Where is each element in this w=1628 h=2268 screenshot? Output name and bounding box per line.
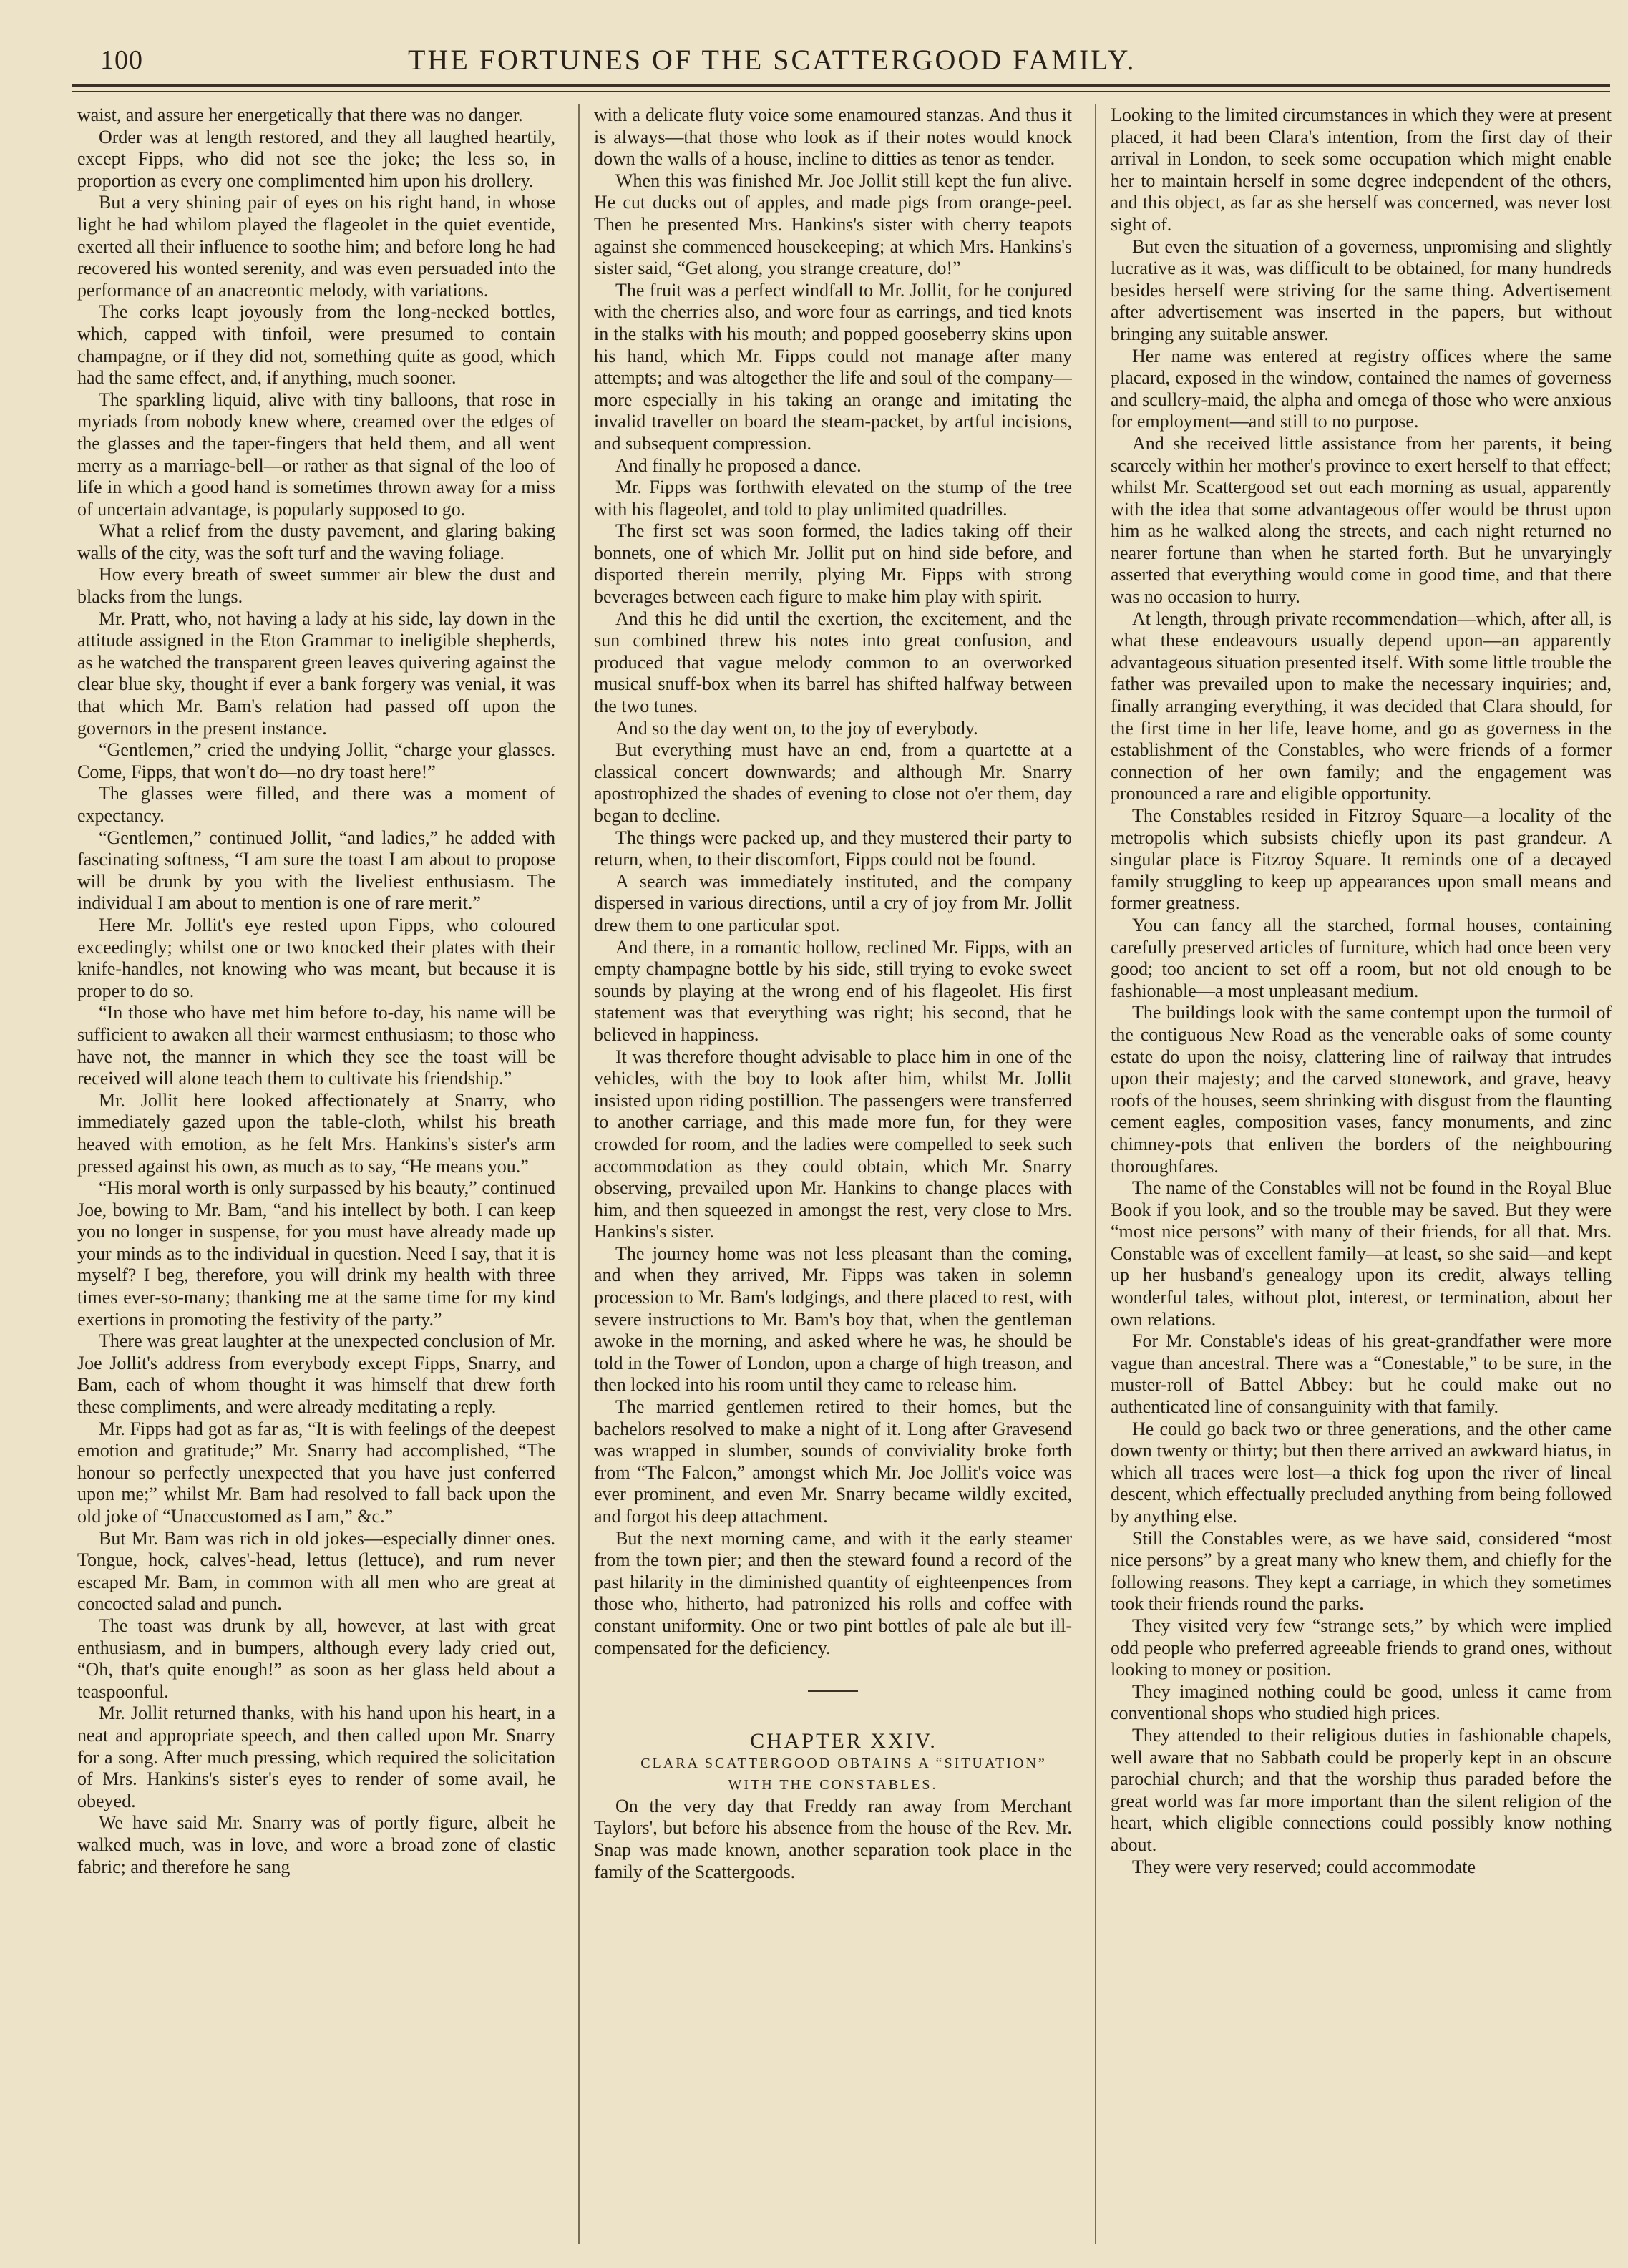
paragraph: We have said Mr. Snarry was of portly figure, albeit he walked much, was in love, and wore a broad zone of elastic fabric; and therefore he sang	[77, 1812, 555, 1877]
paragraph: The fruit was a perfect windfall to Mr. Jollit, for he conjured with the cherries also, and wore four as earrings, and tied knots in the stalks with his mouth; and popped gooseberry skins upon his hand, which Mr. Fipps could not manage after many attempts; and was altogether the life and soul of the company—more especially in his taking an orange and imitating the invalid traveller on board the steam-packet, by artful incisions, and subsequent compression.	[594, 279, 1072, 454]
paragraph: “Gentlemen,” continued Jollit, “and ladies,” he added with fascinating softness, “I am sure the toast I am about to propose will be drunk by you with the liveliest enthusiasm. The individual I am about to mention is one of rare merit.”	[77, 827, 555, 914]
paragraph: It was therefore thought advisable to place him in one of the vehicles, with the boy to look after him, whilst Mr. Jollit insisted upon riding postillion. The passengers were transferred to another carriage, and this made more fun, for they were crowded for room, and the ladies were compelled to seek such accommodation as they could obtain, which Mr. Snarry observing, prevailed upon Mr. Hankins to change places with him, and then squeezed in amongst the rest, very close to Mrs. Hankins's sister.	[594, 1046, 1072, 1242]
paragraph: They imagined nothing could be good, unless it came from conventional shops who studied high prices.	[1111, 1680, 1612, 1724]
paragraph: Still the Constables were, as we have said, considered “most nice persons” by a great many who knew them, and chiefly for the following reasons. They kept a carriage, in which they sometimes took their friends round the parks.	[1111, 1527, 1612, 1615]
text-column-3	[1111, 104, 1612, 2244]
paragraph: Mr. Jollit here looked affectionately at Snarry, who immediately gazed upon the table-cloth, whilst his breath heaved with emotion, as he felt Mrs. Hankins's sister's arm pressed against his own, as much as to say, “He means you.”	[77, 1089, 555, 1177]
paragraph: And so the day went on, to the joy of everybody.	[615, 717, 978, 739]
paragraph: Looking to the limited circumstances in which they were at present placed, it had been Clara's intention, from the first day of their arrival in London, to seek some occupation which might enable her to maintain herself in some degree independent of the others, and this object, as far as she herself was concerned, was never lost sight of.	[1111, 104, 1612, 235]
paragraph: The name of the Constables will not be found in the Royal Blue Book if you look, and so the trouble may be saved. But they were “most nice persons” with many of their friends, for all that. Mrs. Constable was of excellent family—at least, so she said—and kept up her husband's genealogy upon its credit, always telling wonderful tales, without plot, interest, or termination, about her own relations.	[1111, 1177, 1612, 1330]
header-rule-thin	[72, 91, 1610, 92]
paragraph: But the next morning came, and with it the early steamer from the town pier; and then the steward found a record of the past hilarity in the diminished quantity of eighteenpences from those who, hitherto, had patronized his rolls and coffee with constant uniformity. One or two pint bottles of pale ale but ill-compensated for the deficiency.	[594, 1527, 1072, 1658]
page-number: 100	[100, 45, 143, 75]
chapter-separator	[808, 1690, 858, 1692]
paragraph: And finally he proposed a dance.	[615, 454, 862, 476]
chapter-title: CHAPTER XXIV.	[750, 1729, 937, 1753]
paragraph: The toast was drunk by all, however, at last with great enthusiasm, and in bumpers, although every lady cried out, “Oh, that's quite enough!” as soon as her glass held about a teaspoonful.	[77, 1615, 555, 1702]
paragraph: The first set was soon formed, the ladies taking off their bonnets, one of which Mr. Jollit put on hind side before, and disported therein merrily, plying Mr. Fipps with strong beverages between each figure to make him play with spirit.	[594, 520, 1072, 608]
paragraph: And this he did until the exertion, the excitement, and the sun combined threw his notes into great confusion, and produced that vague melody common to an overworked musical snuff-box when its barrel has shifted halfway between the two tunes.	[594, 608, 1072, 717]
running-title: THE FORTUNES OF THE SCATTERGOOD FAMILY.	[408, 44, 1136, 76]
text-column-1	[77, 104, 555, 2244]
paragraph: And she received little assistance from her parents, it being scarcely within her mother's province to exert herself to that effect; whilst Mr. Scattergood set out each morning as usual, apparently with the idea that some advantageous offer would be thrust upon him as he walked along the streets, and each night returned no nearer fortune than when he started forth. But he unvaryingly asserted that everything would come in good time, and that there was no occasion to hurry.	[1111, 432, 1612, 608]
paragraph: They attended to their religious duties in fashionable chapels, well aware that no Sabbath could be properly kept in an obscure parochial church; and that the worship thus paraded before the great world was far more important than the silent religion of the heart, which eligible connections could possibly know nothing about.	[1111, 1724, 1612, 1855]
paragraph: But Mr. Bam was rich in old jokes—especially dinner ones. Tongue, hock, calves'-head, lettus (lettuce), and rum never escaped Mr. Bam, in common with all men who are great at concocted salad and punch.	[77, 1527, 555, 1615]
column-2-body	[594, 104, 1072, 1659]
paragraph: The things were packed up, and they mustered their party to return, when, to their discomfort, Fipps could not be found.	[594, 827, 1072, 870]
paragraph: waist, and assure her energetically that there was no danger.	[77, 104, 523, 125]
paragraph: He could go back two or three generations, and the other came down twenty or thirty; but then there arrived an awkward hiatus, in which all traces were lost—a thick fog upon the river of lineal descent, which effectually precluded anything from being followed by anything else.	[1111, 1418, 1612, 1527]
paragraph: The Constables resided in Fitzroy Square—a locality of the metropolis which subsists chiefly upon its past grandeur. A singular place is Fitzroy Square. It reminds one of a decayed family struggling to keep up appearances upon small means and former greatness.	[1111, 805, 1612, 914]
paragraph: Here Mr. Jollit's eye rested upon Fipps, who coloured exceedingly; whilst one or two knocked their plates with their knife-handles, not knowing who was meant, but because it is proper to do so.	[77, 914, 555, 1001]
header-rule-thick	[72, 84, 1610, 87]
paragraph: At length, through private recommendation—which, after all, is what these endeavours usually depend upon—an apparently advantageous situation presented itself. With some little trouble the father was prevailed upon to make the necessary inquiries; and, finally arranging everything, it was decided that Clara should, for the first time in her life, leave home, and go as governess in the establishment of the Constables, who were friends of a former connection of her own family; and the engagement was pronounced a rare and eligible opportunity.	[1111, 608, 1612, 804]
paragraph: How every breath of sweet summer air blew the dust and blacks from the lungs.	[77, 564, 555, 608]
column-divider	[578, 104, 580, 2244]
paragraph: with a delicate fluty voice some enamoured stanzas. And thus it is always—that those who look as if their notes would knock down the walls of a house, incline to ditties as tenor as tender.	[594, 104, 1072, 170]
paragraph: Her name was entered at registry offices where the same placard, exposed in the window, contained the names of governess and scullery-maid, the alpha and omega of those who were anxious for employment—and still to no purpose.	[1111, 345, 1612, 432]
paragraph: The corks leapt joyously from the long-necked bottles, which, capped with tinfoil, were presumed to contain champagne, or if they did not, something quite as good, which had the same effect, and, if anything, much sooner.	[77, 301, 555, 389]
text-column-2	[594, 104, 1072, 2244]
paragraph: The sparkling liquid, alive with tiny balloons, that rose in myriads from nobody knew where, creamed over the edges of the glasses and the taper-fingers that held them, and all went merry as a marriage-bell—or rather as that signal of the loo of life in which a good hand is sometimes thrown away for a miss of uncertain advantage, is popularly supposed to go.	[77, 389, 555, 520]
paragraph: The glasses were filled, and there was a moment of expectancy.	[77, 783, 555, 826]
paragraph: But even the situation of a governess, unpromising and slightly lucrative as it was, was difficult to be obtained, for many hundreds besides herself were striving for the same thing. Advertisement after advertisement was inserted in the papers, but without bringing any suitable answer.	[1111, 235, 1612, 344]
paragraph: A search was immediately instituted, and the company dispersed in various directions, until a cry of joy from Mr. Jollit drew them to one particular spot.	[594, 870, 1072, 935]
paragraph: Order was at length restored, and they all laughed heartily, except Fipps, who did not see the joke; the less so, in proportion as every one complimented him upon his drollery.	[77, 126, 555, 191]
paragraph: “Gentlemen,” cried the undying Jollit, “charge your glasses. Come, Fipps, that won't do—no dry toast here!”	[77, 739, 555, 782]
column-divider	[1095, 104, 1096, 2244]
paragraph: But a very shining pair of eyes on his right hand, in whose light he had whilom played the flageolet in the quiet eventide, exerted all their influence to soothe him; and before long he had recovered his wonted serenity, and was even persuaded into the performance of an anacreontic melody, with variations.	[77, 192, 555, 301]
paragraph: “His moral worth is only surpassed by his beauty,” continued Joe, bowing to Mr. Bam, “and his intellect by both. I can keep you no longer in suspense, for you must have already made up your minds as to the individual in question. Need I say, that it is myself? I beg, therefore, you will drink my health with three times ever-so-many; thanking me at the same time for my kind exertions in promoting the festivity of the party.”	[77, 1177, 555, 1330]
paragraph: The journey home was not less pleasant than the coming, and when they arrived, Mr. Fipps was taken in solemn procession to Mr. Bam's lodgings, and there placed to rest, with severe instructions to Mr. Bam's boy that, when the gentleman awoke in the morning, and asked where he was, he should be told in the Tower of London, upon a charge of high treason, and then locked into his room until they came to release him.	[594, 1242, 1072, 1396]
paragraph: For Mr. Constable's ideas of his great-grandfather were more vague than ancestral. There was a “Conestable,” to be sure, in the muster-roll of Battel Abbey: but he could make out no authenticated line of consanguinity with that family.	[1111, 1330, 1612, 1418]
paragraph: There was great laughter at the unexpected conclusion of Mr. Joe Jollit's address from everybody except Fipps, Snarry, and Bam, each of whom thought it was himself that drew forth these compliments, and were already meditating a reply.	[77, 1330, 555, 1418]
paragraph: When this was finished Mr. Joe Jollit still kept the fun alive. He cut ducks out of apples, and made pigs from orange-peel. Then he presented Mrs. Hankins's sister with cherry teapots against she commenced housekeeping; at which Mrs. Hankins's sister said, “Get along, you strange creature, do!”	[594, 170, 1072, 279]
paragraph: Mr. Pratt, who, not having a lady at his side, lay down in the attitude assigned in the Eton Grammar to ineligible shepherds, as he watched the transparent green leaves quivering against the clear blue sky, thought if ever a bank forgery was venial, it was that which Mr. Bam's relation had passed off upon the governors in the present instance.	[77, 608, 555, 739]
paragraph: But everything must have an end, from a quartette at a classical concert downwards; and although Mr. Snarry apostrophized the shades of evening to close not o'er them, day began to decline.	[594, 739, 1072, 826]
paragraph: Mr. Fipps was forthwith elevated on the stump of the tree with his flageolet, and told to play unlimited quadrilles.	[594, 477, 1072, 520]
paragraph: The buildings look with the same contempt upon the turmoil of the contiguous New Road as the venerable oaks of some county estate do upon the noisy, clattering line of railway that intrudes upon their majesty; and the carved stonework, and grave, heavy roofs of the houses, seem shrinking with disgust from the flaunting cement eagles, composition vases, fancy monuments, and zinc chimney-pots that enliven the borders of the neighbouring thoroughfares.	[1111, 1002, 1612, 1177]
paragraph: And there, in a romantic hollow, reclined Mr. Fipps, with an empty champagne bottle by his side, still trying to evoke sweet sounds by playing at the wrong end of his flageolet. His first statement was that everything was right; his second, that he believed in happiness.	[594, 936, 1072, 1045]
paragraph: They were very reserved; could accommodate	[1132, 1856, 1476, 1877]
paragraph: “In those who have met him before to-day, his name will be sufficient to awaken all their warmest enthusiasm; to those who have not, the manner in which they see the toast will be received will alone teach them to cultivate his friendship.”	[77, 1002, 555, 1089]
paragraph: They visited very few “strange sets,” by which were implied odd people who preferred agreeable friends to grand ones, without looking to money or position.	[1111, 1615, 1612, 1680]
paragraph: You can fancy all the starched, formal houses, containing carefully preserved articles of furniture, which had once been very good; too ancient to set off a room, but not old enough to be fashionable—a most unpleasant medium.	[1111, 914, 1612, 1001]
chapter-subtitle: CLARA SCATTERGOOD OBTAINS A “SITUATION” WITH THE CONSTABLES.	[640, 1755, 1047, 1793]
paragraph: Mr. Jollit returned thanks, with his hand upon his heart, in a neat and appropriate speech, and then called upon Mr. Snarry for a song. After much pressing, which required the solicitation of Mrs. Hankins's sister's eyes to render of some avail, he obeyed.	[77, 1703, 555, 1811]
chapter-opening-paragraph: On the very day that Freddy ran away from Merchant Taylors', but before his absence from the house of the Rev. Mr. Snap was made known, another separation took place in the family of the Scattergoods.	[594, 1795, 1072, 1882]
paragraph: What a relief from the dusty pavement, and glaring baking walls of the city, was the soft turf and the waving foliage.	[77, 520, 555, 563]
page-header	[100, 37, 1574, 80]
paragraph: The married gentlemen retired to their homes, but the bachelors resolved to make a night of it. Long after Gravesend was wrapped in slumber, sounds of conviviality broke forth from “The Falcon,” amongst which Mr. Joe Jollit's voice was ever prominent, and even Mr. Snarry became wildly excited, and forgot his deep attachment.	[594, 1396, 1072, 1527]
paragraph: Mr. Fipps had got as far as, “It is with feelings of the deepest emotion and gratitude;” Mr. Snarry had accomplished, “The honour so perfectly unexpected that you have just conferred upon me;” whilst Mr. Bam had resolved to fall back upon the old joke of “Unaccustomed as I am,” &c.”	[77, 1418, 555, 1527]
